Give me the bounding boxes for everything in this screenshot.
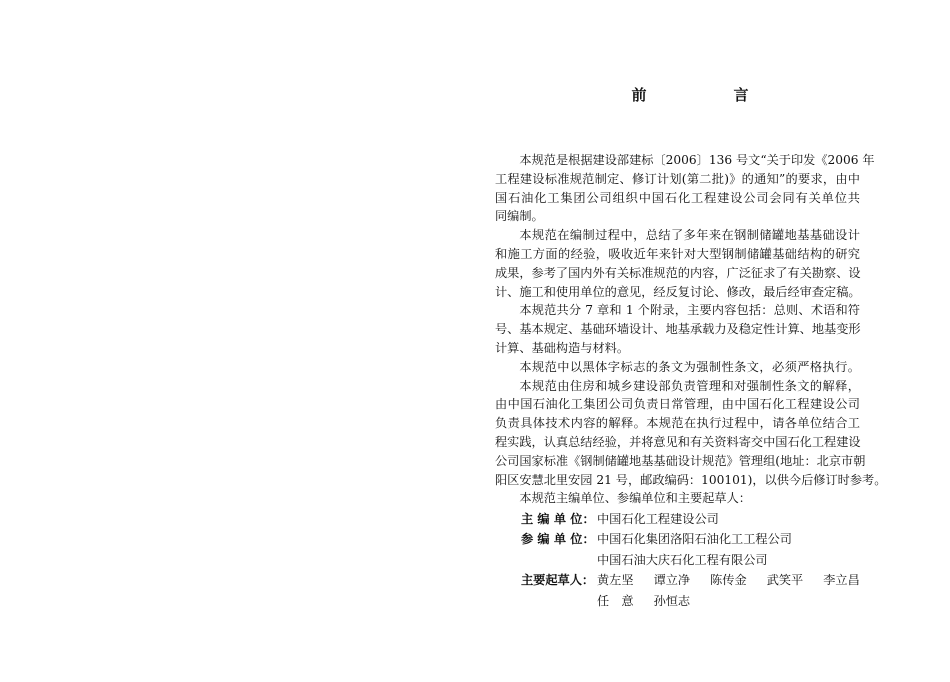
page-title: 前 言 [631, 86, 785, 104]
participating-unit-label: 参 编 单 位： [521, 532, 595, 547]
text-line: 负责具体技术内容的解释。本规范在执行过程中，请各单位结合工 [495, 416, 860, 431]
drafters-label: 主要起草人： [521, 573, 595, 588]
text-line: 工程建设标准规范制定、修订计划(第二批)》的通知”的要求，由中 [495, 171, 860, 186]
drafters-names-line [597, 570, 880, 590]
text-line: 同编制。 [495, 209, 544, 224]
drafter-name: 孙恒志 [653, 593, 691, 608]
paragraph-3 [495, 301, 860, 357]
paragraph-4 [495, 358, 860, 377]
text-line: 公司国家标准《钢制储罐地基基础设计规范》管理组(地址：北京市朝 [495, 453, 866, 468]
text-line: 程实践，认真总结经验，并将意见和有关资料寄交中国石化工程建设 [495, 434, 861, 449]
drafter-name: 黄左坚 [597, 573, 634, 588]
drafters-row [521, 570, 880, 611]
text-line: 计、施工和使用单位的意见，经反复讨论、修改，最后经审查定稿。 [495, 284, 861, 299]
text-line: 计算、基础构造与材料。 [495, 340, 630, 355]
participating-unit-row [521, 529, 880, 570]
text-line: 本规范在编制过程中，总结了多年来在钢制储罐地基基础设计 [519, 228, 860, 243]
chief-unit-row [521, 509, 880, 529]
text-line: 号、基本规定、基础环墙设计、地基承载力及稳定性计算、地基变形 [495, 322, 861, 337]
drafter-name: 陈传金 [710, 573, 747, 588]
text-line: 本规范中以黑体字标志的条文为强制性条文，必须严格执行。 [519, 359, 860, 374]
text-line: 阳区安慧北里安园 21 号，邮政编码：100101)，以供今后修订时参考。 [495, 472, 887, 487]
paragraph-6 [495, 489, 860, 508]
drafter-name: 任 意 [597, 593, 634, 608]
drafters-names-line [597, 591, 880, 611]
participating-unit-value: 中国石化集团洛阳石油化工工程公司 [597, 532, 792, 547]
text-line: 成果，参考了国内外有关标准规范的内容，广泛征求了有关勘察、设 [495, 265, 861, 280]
text-line: 国石油化工集团公司组织中国石化工程建设公司会同有关单位共 [495, 190, 860, 205]
drafter-name: 谭立净 [653, 573, 691, 588]
contributors-list [521, 509, 880, 611]
preface-body [495, 151, 887, 508]
paragraph-1 [495, 151, 875, 226]
text-line: 本规范共分 7 章和 1 个附录，主要内容包括：总则、术语和符 [519, 303, 860, 318]
chief-unit-value: 中国石化工程建设公司 [597, 512, 719, 526]
paragraph-2 [495, 226, 860, 301]
text-line: 和施工方面的经验，吸收近年来针对大型钢制储罐基础结构的研究 [495, 246, 860, 261]
text-line: 本规范主编单位、参编单位和主要起草人： [519, 491, 751, 506]
chief-unit-label: 主 编 单 位： [521, 512, 595, 526]
text-line: 本规范由住房和城乡建设部负责管理和对强制性条文的解释， [519, 378, 860, 393]
paragraph-5 [495, 377, 887, 490]
drafter-name: 武笑平 [766, 573, 804, 588]
participating-unit-value: 中国石油大庆石化工程有限公司 [597, 552, 768, 567]
text-line: 由中国石油化工集团公司负责日常管理，由中国石化工程建设公司 [495, 397, 860, 412]
text-line: 本规范是根据建设部建标〔2006〕136 号文“关于印发《2006 年 [519, 153, 875, 167]
drafter-name: 李立昌 [823, 573, 860, 588]
